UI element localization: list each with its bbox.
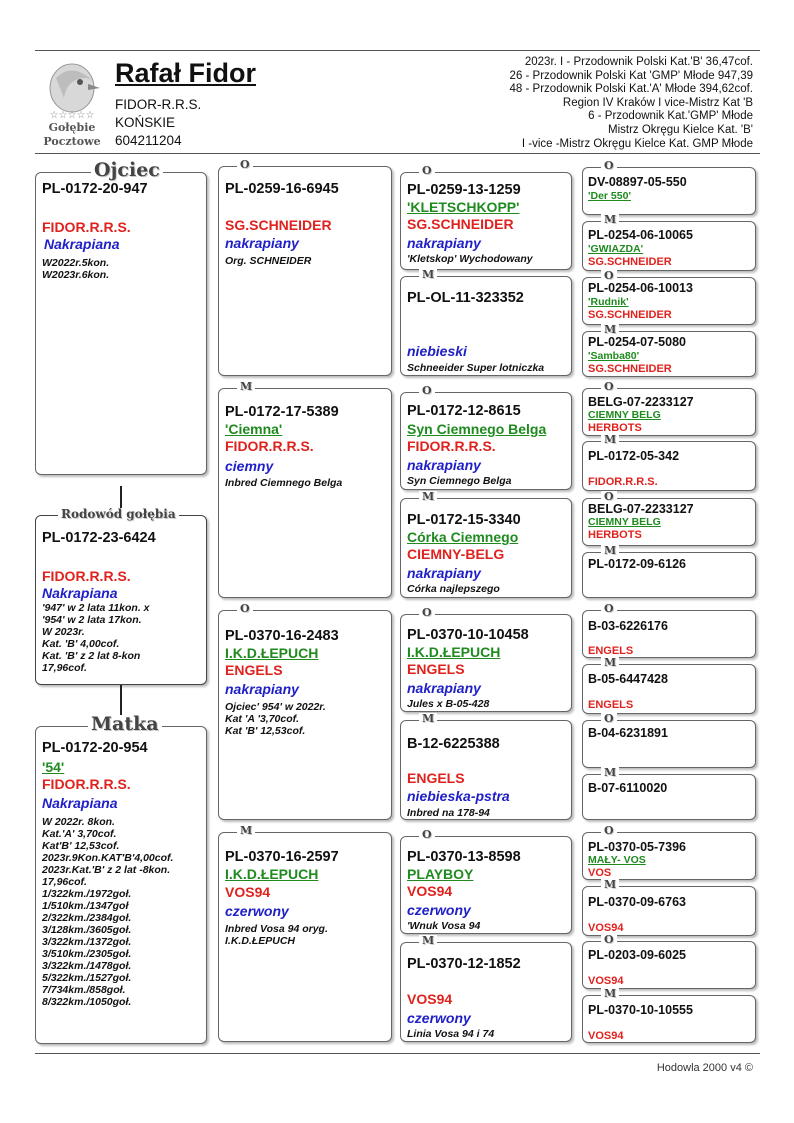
note: Syn Ciemnego Belga bbox=[407, 475, 512, 487]
mother-ring: PL-0172-20-954 bbox=[42, 740, 148, 756]
ring: PL-0172-05-342 bbox=[588, 449, 680, 463]
notes bbox=[225, 923, 328, 947]
achievement-line: 26 - Przodownik Polski Kat 'GMP' Młode 947,39 bbox=[509, 69, 753, 82]
ancestor-card[interactable] bbox=[400, 606, 572, 712]
ring: DV-08897-05-550 bbox=[588, 175, 687, 189]
name: 'Der 550' bbox=[588, 190, 631, 202]
note-line: 3/510km./2305goł. bbox=[42, 948, 132, 960]
ring: B-12-6225388 bbox=[407, 736, 500, 752]
sire-label: O bbox=[237, 603, 253, 614]
color: nakrapiany bbox=[407, 565, 481, 581]
ring: BELG-07-2233127 bbox=[588, 395, 694, 409]
color: nakrapiany bbox=[225, 681, 299, 697]
achievements-list bbox=[423, 56, 753, 151]
note-line: 1/510km./1347goł bbox=[42, 900, 129, 912]
name: Syn Ciemnego Belga bbox=[407, 421, 547, 437]
pigeon-head-icon bbox=[36, 58, 108, 150]
note-line: I.K.D.ŁEPUCH bbox=[225, 935, 296, 947]
note: Jules x B-05-428 bbox=[407, 698, 490, 710]
ring: B-05-6447428 bbox=[588, 672, 668, 686]
name: I.K.D.ŁEPUCH bbox=[225, 645, 319, 661]
footer-rule bbox=[35, 1053, 760, 1054]
ring: PL-0370-05-7396 bbox=[588, 840, 686, 854]
ring: PL-0203-09-6025 bbox=[588, 948, 686, 962]
owner: HERBOTS bbox=[588, 422, 642, 434]
ancestor-card[interactable] bbox=[582, 269, 756, 325]
ring: PL-0370-10-10458 bbox=[407, 627, 529, 643]
dam-label: M bbox=[419, 491, 437, 502]
father-notes bbox=[42, 257, 109, 281]
note: Linia Vosa 94 i 74 bbox=[407, 1028, 495, 1040]
pigeon-logo bbox=[36, 58, 108, 150]
owner: SG.SCHNEIDER bbox=[588, 309, 672, 321]
subject-owner: FIDOR.R.R.S. bbox=[42, 568, 131, 584]
note: Org. SCHNEIDER bbox=[225, 255, 312, 267]
sire-label: O bbox=[601, 713, 617, 724]
owner: ENGELS bbox=[407, 770, 465, 786]
owner: ENGELS bbox=[588, 699, 634, 711]
dam-label: M bbox=[601, 988, 619, 999]
ancestor-card[interactable] bbox=[582, 433, 756, 491]
ancestor-card[interactable] bbox=[400, 164, 572, 270]
owner: SG.SCHNEIDER bbox=[225, 217, 332, 233]
sire-label: O bbox=[601, 603, 617, 614]
note-line: 17,96cof. bbox=[42, 876, 87, 888]
note-line: 2023r.9Kon.KAT'B'4,00cof. bbox=[42, 852, 174, 864]
svg-text:☆☆☆☆☆: ☆☆☆☆☆ bbox=[49, 110, 95, 121]
note-line: 3/322km./1478goł. bbox=[42, 960, 132, 972]
grandparent-card[interactable] bbox=[218, 380, 392, 598]
sire-label: O bbox=[419, 607, 435, 618]
note-line: W2022r.5kon. bbox=[42, 257, 110, 269]
mother-notes bbox=[42, 816, 173, 1008]
note-line: 3/128km./3605goł. bbox=[42, 924, 132, 936]
father-label: Ojciec bbox=[91, 161, 163, 180]
ancestor-card[interactable] bbox=[582, 159, 756, 215]
achievement-line: Region IV Kraków I vice-Mistrz Kat 'B bbox=[562, 96, 753, 109]
ancestor-card[interactable] bbox=[582, 544, 756, 598]
note-line: W 2023r. bbox=[42, 626, 85, 638]
phone: 604211204 bbox=[115, 133, 182, 148]
note-line: '947' w 2 lata 11kon. x bbox=[42, 602, 150, 614]
note-line: 17,96cof. bbox=[42, 662, 87, 674]
owner: VOS94 bbox=[407, 991, 453, 1007]
ancestor-card[interactable] bbox=[400, 934, 572, 1042]
color: ciemny bbox=[225, 458, 274, 474]
ring: B-04-6231891 bbox=[588, 726, 668, 740]
ring: PL-0259-16-6945 bbox=[225, 181, 339, 197]
notes bbox=[225, 701, 326, 737]
ring: PL-0370-13-8598 bbox=[407, 849, 521, 865]
note-line: Kat. 'B' 4,00cof. bbox=[42, 638, 120, 650]
name: MAŁY- VOS bbox=[588, 854, 646, 866]
ring: PL-0370-12-1852 bbox=[407, 956, 521, 972]
note: Inbred Ciemnego Belga bbox=[225, 477, 343, 489]
name: Córka Ciemnego bbox=[407, 529, 519, 545]
note-line: Kat 'A '3,70cof. bbox=[225, 713, 300, 725]
dam-label: M bbox=[419, 269, 437, 280]
owner: VOS94 bbox=[588, 975, 624, 987]
ring: PL-0172-15-3340 bbox=[407, 512, 521, 528]
owner: ENGELS bbox=[588, 645, 634, 657]
owner: SG.SCHNEIDER bbox=[588, 256, 672, 268]
ring: PL-0254-06-10065 bbox=[588, 228, 693, 242]
sire-label: O bbox=[601, 381, 617, 392]
subject-notes bbox=[42, 602, 150, 674]
dam-label: M bbox=[601, 879, 619, 890]
color: nakrapiany bbox=[407, 457, 481, 473]
ring: PL-0172-17-5389 bbox=[225, 404, 339, 420]
note-line: 3/322km./1372goł. bbox=[42, 936, 132, 948]
ancestor-card[interactable] bbox=[582, 878, 756, 936]
owner: SG.SCHNEIDER bbox=[407, 216, 514, 232]
sire-label: O bbox=[601, 160, 617, 171]
sire-label: O bbox=[419, 165, 435, 176]
ancestor-card[interactable] bbox=[582, 380, 756, 436]
grandparent-card[interactable] bbox=[218, 158, 392, 376]
owner: CIEMNY-BELG bbox=[407, 546, 505, 562]
dam-label: M bbox=[601, 767, 619, 778]
note-line: '954' w 2 lata 17kon. bbox=[42, 614, 142, 626]
mother-card[interactable] bbox=[35, 713, 207, 1044]
dam-label: M bbox=[237, 825, 255, 836]
owner: VOS bbox=[588, 867, 612, 879]
footer-text: Hodowla 2000 v4 © bbox=[656, 1062, 753, 1074]
father-owner: FIDOR.R.R.S. bbox=[42, 219, 131, 235]
owner: VOS94 bbox=[407, 883, 453, 899]
owner: FIDOR.R.R.S. bbox=[225, 438, 314, 454]
svg-text:Pocztowe: Pocztowe bbox=[43, 135, 101, 148]
name: 'KLETSCHKOPP' bbox=[407, 199, 520, 215]
sire-label: O bbox=[601, 934, 617, 945]
name: I.K.D.ŁEPUCH bbox=[407, 644, 501, 660]
dam-label: M bbox=[601, 434, 619, 445]
note-line: Inbred Vosa 94 oryg. bbox=[225, 923, 328, 935]
ancestor-card[interactable] bbox=[400, 268, 572, 376]
note-line: W2023r.6kon. bbox=[42, 269, 110, 281]
ancestor-card[interactable] bbox=[582, 766, 756, 820]
ring: PL-0370-09-6763 bbox=[588, 895, 686, 909]
name: CIEMNY BELG bbox=[588, 516, 661, 528]
name: PLAYBOY bbox=[407, 866, 474, 882]
owner: ENGELS bbox=[225, 662, 283, 678]
owner: VOS94 bbox=[588, 1030, 624, 1042]
note-line: 7/734km./858goł. bbox=[42, 984, 126, 996]
breeder-name: Rafał Fidor bbox=[115, 58, 257, 88]
color: niebieski bbox=[407, 343, 467, 359]
mother-name: '54' bbox=[42, 759, 65, 775]
owner: VOS94 bbox=[588, 922, 624, 934]
name: CIEMNY BELG bbox=[588, 409, 661, 421]
note: Inbred na 178-94 bbox=[407, 807, 490, 819]
ancestor-card[interactable] bbox=[582, 323, 756, 377]
ancestor-card[interactable] bbox=[400, 828, 572, 934]
sire-label: O bbox=[601, 491, 617, 502]
loft-name: FIDOR-R.R.S. bbox=[115, 97, 202, 112]
ancestor-card[interactable] bbox=[582, 824, 756, 880]
ring: B-03-6226176 bbox=[588, 619, 668, 633]
grandparent-card[interactable] bbox=[218, 602, 392, 820]
note-line: 1/322km./1972goł. bbox=[42, 888, 132, 900]
grandparent-card[interactable] bbox=[218, 824, 392, 1042]
sire-label: O bbox=[601, 270, 617, 281]
city: KOŃSKIE bbox=[115, 115, 176, 130]
ring: PL-OL-11-323352 bbox=[407, 290, 524, 306]
owner: VOS94 bbox=[225, 884, 271, 900]
mother-label: Matka bbox=[88, 715, 162, 734]
note: Córka najlepszego bbox=[407, 583, 500, 595]
note: 'Wnuk Vosa 94 bbox=[407, 920, 481, 932]
ring: PL-0370-10-10555 bbox=[588, 1003, 693, 1017]
color: niebieska-pstra bbox=[407, 788, 510, 804]
top-rule bbox=[35, 50, 760, 51]
name: 'Samba80' bbox=[588, 350, 640, 362]
color: nakrapiany bbox=[225, 235, 299, 251]
ring: PL-0259-13-1259 bbox=[407, 182, 521, 198]
note-line: Kat.'A' 3,70cof. bbox=[42, 828, 117, 840]
ancestor-card[interactable] bbox=[582, 656, 756, 714]
name: 'GWIAZDA' bbox=[588, 243, 644, 255]
color: czerwony bbox=[407, 902, 471, 918]
ring: PL-0172-09-6126 bbox=[588, 557, 686, 571]
mother-color: Nakrapiana bbox=[42, 795, 118, 811]
mother-owner: FIDOR.R.R.S. bbox=[42, 776, 131, 792]
dam-label: M bbox=[419, 935, 437, 946]
ring: PL-0172-12-8615 bbox=[407, 403, 521, 419]
ring: PL-0254-07-5080 bbox=[588, 335, 686, 349]
dam-label: M bbox=[419, 713, 437, 724]
note-line: 5/322km./1527goł. bbox=[42, 972, 132, 984]
ring: PL-0254-06-10013 bbox=[588, 281, 693, 295]
dam-label: M bbox=[237, 381, 255, 392]
subject-card[interactable] bbox=[35, 507, 207, 685]
ancestor-card[interactable] bbox=[582, 712, 756, 768]
svg-text:Gołębie: Gołębie bbox=[48, 121, 96, 134]
note-line: Kat. 'B' z 2 lat 8-kon bbox=[42, 650, 141, 662]
note: 'Kletskop' Wychodowany bbox=[407, 253, 533, 265]
note-line: Kat'B' 12,53cof. bbox=[42, 840, 120, 852]
ancestor-card[interactable] bbox=[400, 384, 572, 490]
pedigree-label: Rodowód gołębia bbox=[58, 508, 179, 520]
owner: SG.SCHNEIDER bbox=[588, 363, 672, 375]
ring: B-07-6110020 bbox=[588, 781, 668, 795]
subject-ring: PL-0172-23-6424 bbox=[42, 530, 156, 546]
owner: ENGELS bbox=[407, 661, 465, 677]
sire-label: O bbox=[419, 829, 435, 840]
dam-label: M bbox=[601, 324, 619, 335]
dam-label: M bbox=[601, 545, 619, 556]
note-line: 2023r.Kat.'B' z 2 lat -8kon. bbox=[42, 864, 171, 876]
ancestor-card[interactable] bbox=[582, 933, 756, 989]
ancestor-card[interactable] bbox=[400, 490, 572, 598]
owner: HERBOTS bbox=[588, 529, 642, 541]
achievement-line: 48 - Przodownik Polski Kat.'A' Młode 394,62cof. bbox=[509, 83, 753, 96]
owner: FIDOR.R.R.S. bbox=[588, 476, 658, 488]
ancestor-card[interactable] bbox=[582, 490, 756, 546]
subject-color: Nakrapiana bbox=[42, 585, 118, 601]
achievement-line: Mistrz Okręgu Kielce Kat. 'B' bbox=[608, 123, 753, 136]
note-line: Kat 'B' 12,53cof. bbox=[225, 725, 306, 737]
father-card[interactable] bbox=[35, 159, 207, 475]
color: czerwony bbox=[225, 903, 289, 919]
note-line: W 2022r. 8kon. bbox=[42, 816, 115, 828]
name: 'Ciemna' bbox=[225, 421, 283, 437]
sire-label: O bbox=[237, 159, 253, 170]
note-line: 2/322km./2384goł. bbox=[42, 912, 132, 924]
father-color: Nakrapiana bbox=[44, 236, 120, 252]
achievement-line: 2023r. I - Przodownik Polski Kat.'B' 36,47cof. bbox=[524, 56, 753, 68]
sire-label: O bbox=[419, 385, 435, 396]
dam-label: M bbox=[601, 657, 619, 668]
note-line: 8/322km./1050goł. bbox=[42, 996, 132, 1008]
ring: BELG-07-2233127 bbox=[588, 502, 694, 516]
note: Schneeider Super lotniczka bbox=[407, 362, 545, 374]
header-rule bbox=[35, 153, 760, 154]
note-line: Ojciec' 954' w 2022r. bbox=[225, 701, 326, 713]
ancestor-card[interactable] bbox=[582, 602, 756, 658]
ancestor-card[interactable] bbox=[582, 213, 756, 271]
dam-label: M bbox=[601, 214, 619, 225]
achievement-line: I -vice -Mistrz Okręgu Kielce Kat. GMP Młode bbox=[521, 137, 753, 150]
ring: PL-0370-16-2597 bbox=[225, 849, 339, 865]
color: nakrapiany bbox=[407, 235, 481, 251]
name: I.K.D.ŁEPUCH bbox=[225, 866, 319, 882]
ancestor-card[interactable] bbox=[582, 987, 756, 1043]
achievement-line: 6 - Przodownik Kat.'GMP' Młode bbox=[588, 110, 753, 123]
ancestor-card[interactable] bbox=[400, 712, 572, 820]
father-ring: PL-0172-20-947 bbox=[42, 181, 148, 197]
color: nakrapiany bbox=[407, 680, 481, 696]
color: czerwony bbox=[407, 1010, 471, 1026]
name: 'Rudnik' bbox=[588, 296, 629, 308]
sire-label: O bbox=[601, 825, 617, 836]
ring: PL-0370-16-2483 bbox=[225, 628, 339, 644]
owner: FIDOR.R.R.S. bbox=[407, 438, 496, 454]
